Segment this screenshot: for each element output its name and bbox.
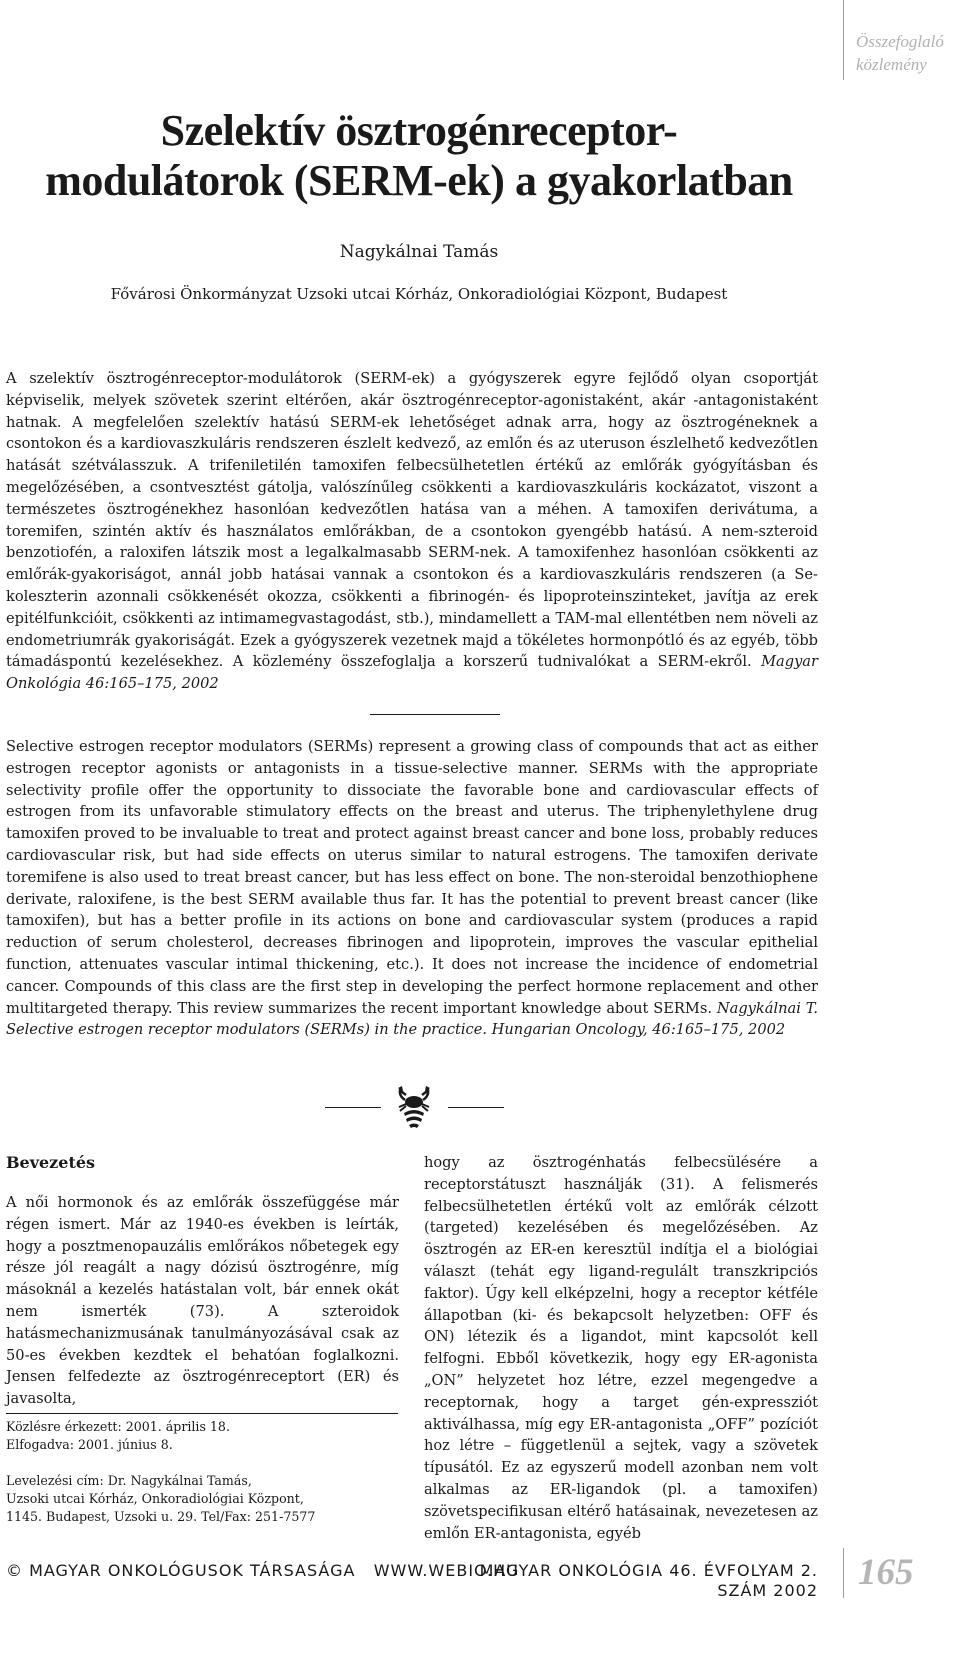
- article-title-line1: Szelektív ösztrogénreceptor-: [160, 106, 678, 155]
- abstract-english-citation: Nagykálnai T. Selective estrogen receptor modulators (SERMs) in the practice. Hungarian Oncology, 46:165–175, 2002: [6, 999, 818, 1039]
- section-label-line1: Összefoglaló: [856, 32, 944, 51]
- footer-journal: MAGYAR ONKOLÓGIA 46. ÉVFOLYAM 2. SZÁM 2002: [479, 1561, 818, 1600]
- abstract-hungarian-text: A szelektív ösztrogénreceptor-modulátorok (SERM-ek) a gyógyszerek egyre fejlődő olyan csoportját képviselik, melyek szövetek szerint eltérően, akár ösztrogénreceptor-agonistaként, akár -antagonistaként hatnak. A megfelelően szelektív hatású SERM-ek lehetőséget adnak arra, hogy az ösztrogéneknek a csontokon és a kardiovaszkuláris rendszeren észlelt kedvező, az emlőn és az uteruson észlelhető kedvezőtlen hatását szétválasszuk. A trifeniletilén tamoxifen felbecsülhetetlen értékű az emlőrák gyógyításban és megelőzésében, a csontvesztést gátolja, valószínűleg csökkenti a kardiovaszkuláris kockázatot, viszont a természetes ösztrogénekhez hasonlóan kedvezőtlen hatása van a méhen. A tamoxifen derivátuma, a toremifen, szintén aktív és használatos emlőrákban, de a csontokon gyengébb hatású. A nem-szteroid benzotiofén, a raloxifen látszik most a legalkalmasabb SERM-nek. A tamoxifenhez hasonlóan csökkenti az emlőrák-gyakoriságot, annál jobb hatásai vannak a csontokon és a kardiovaszkuláris rendszeren (a Se-koleszterin azonnali csökkenését okozza, csökkenti a fibrinogén- és lipoproteinszinteket, javítja az erek epitélfunkcióit, csökkenti az intimamegvastagodást, stb.), mindamellett a TAM-mal ellentétben nem növeli az endometriumrák gyakoriságát. Ezek a gyógyszerek vezetnek majd a tökéletes hormonpótló és az egyéb, több támadáspontú kezelésekhez. A közlemény összefoglalja a korszerű tudnivalókat a SERM-ekről.: [6, 370, 818, 671]
- ornament-rule-right: [448, 1107, 504, 1108]
- section-label: [856, 30, 960, 76]
- body-column-right: [424, 1152, 818, 1544]
- body-column-left: [6, 1152, 399, 1410]
- article-title-line2: modulátorok (SERM-ek) a gyakorlatban: [45, 156, 793, 205]
- ornament-rule-left: [325, 1107, 381, 1108]
- footer-society: © MAGYAR ONKOLÓGUSOK TÁRSASÁGA WWW.WEBIO.HU: [6, 1561, 519, 1580]
- correspondence-line3: 1145. Budapest, Uzsoki u. 29. Tel/Fax: 251-7577: [6, 1509, 316, 1524]
- footer-vertical-rule: [843, 1548, 844, 1598]
- header-vertical-rule: [843, 0, 844, 80]
- abstract-separator: [370, 714, 500, 715]
- article-affiliation: Fővárosi Önkormányzat Uzsoki utcai Kórház, Onkoradiológiai Központ, Budapest: [110, 285, 728, 303]
- received-date: Közlésre érkezett: 2001. április 18.: [6, 1419, 230, 1434]
- body-text-right: hogy az ösztrogénhatás felbecsülésére a receptorstátuszt használják (31). A felismerés felbecsülhetetlen értékű volt az emlőrák célzott (targeted) kezelésében és megelőzésében. Az ösztrogén az ER-en keresztül indítja el a biológiai választ (tehát egy ligand-regulált transzkripciós faktor). Úgy kell elképzelni, hogy a receptor kétféle állapotban (ki- és bekapcsolt helyzetben: OFF és ON) létezik és a ligandot, mint kapcsolót kell felfogni. Ebből következik, hogy egy ER-agonista „ON” helyzetet hoz létre, ezzel megengedve a receptornak, hogy a target gén-expressziót aktiválhassa, míg egy ER-antagonista „OFF” pozíciót hoz létre – függetlenül a sejtek, vagy a szövetek típusától. Ez az egyszerű modell azonban nem volt alkalmas az ER-ligandok (pl. a tamoxifen) szövetspecifikusan eltérő hatásainak, nevezetesen az emlőn ER-antagonista, egyéb: [424, 1154, 818, 1542]
- abstract-english-text: Selective estrogen receptor modulators (SERMs) represent a growing class of compounds that act as either estrogen receptor agonists or antagonists in a tissue-selective manner. SERMs with the appropriate selectivity profile offer the opportunity to dissociate the favorable bone and cardiovascular effects of estrogen from its unfavorable stimulatory effects on the breast and uterus. The triphenylethylene drug tamoxifen proved to be invaluable to treat and protect against breast cancer and bone loss, probably reduces cardiovascular risk, but had side effects on uterus similar to natural estrogens. The tamoxifen derivate toremifene is also used to treat breast cancer, but has less effect on bone. The non-steroidal benzothiophene derivate, raloxifene, is the best SERM available thus far. It has the potential to prevent breast cancer (like tamoxifen), but has a better profile in its actions on bone and cardiovascular system (produces a rapid reduction of serum cholesterol, decreases fibrinogen and lipoprotein, improves the vascular epithelial function, attenuates vascular intimal thickening, etc.). It does not increase the incidence of endometrial cancer. Compounds of this class are the first step in developing the perfect hormone replacement and other multitargeted therapy. This review summarizes the recent important knowledge about SERMs.: [6, 738, 818, 1017]
- footnotes: [6, 1418, 398, 1526]
- abstract-english: [6, 736, 818, 1041]
- abstract-hungarian: [6, 368, 818, 695]
- correspondence-line1: Levelezési cím: Dr. Nagykálnai Tamás,: [6, 1473, 252, 1488]
- accepted-date: Elfogadva: 2001. június 8.: [6, 1437, 173, 1452]
- footnote-rule: [6, 1413, 398, 1414]
- article-title: [0, 106, 838, 206]
- abstract-hungarian-citation: Magyar Onkológia 46:165–175, 2002: [6, 653, 818, 693]
- article-author: Nagykálnai Tamás: [339, 242, 499, 262]
- correspondence-line2: Uzsoki utcai Kórház, Onkoradiológiai Központ,: [6, 1491, 304, 1506]
- section-heading: Bevezetés: [6, 1153, 96, 1172]
- page-number: 165: [858, 1552, 914, 1593]
- body-text-left: A női hormonok és az emlőrák összefüggése már régen ismert. Már az 1940-es években is leírták, hogy a posztmenopauzális emlőrákos nőbetegek egy része jól reagált a nagy dózisú ösztrogénre, míg másoknál a kezelés hatástalan volt, bár ennek okát nem ismerték (73). A szteroidok hatásmechanizmusának tanulmányozásával csak az 50-es években kezdtek el behatóan foglalkozni. Jensen felfedezte az ösztrogénreceptort (ER) és javasolta,: [6, 1194, 399, 1408]
- crab-logo-icon: [390, 1082, 438, 1130]
- section-label-line2: közlemény: [856, 55, 927, 74]
